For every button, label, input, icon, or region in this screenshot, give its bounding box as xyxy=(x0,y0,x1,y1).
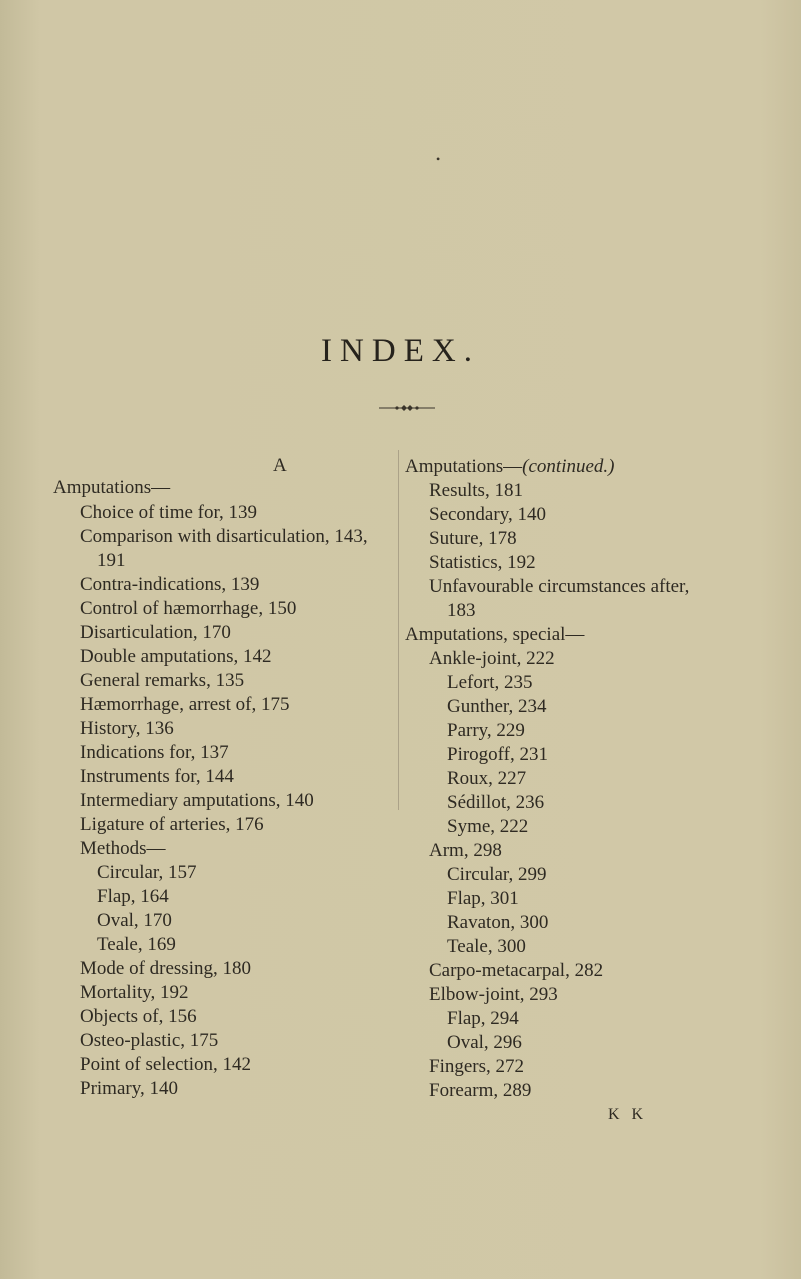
index-entry: Osteo-plastic, 175 xyxy=(80,1030,219,1051)
index-subentry: Parry, 229 xyxy=(447,720,525,741)
index-entry: Secondary, 140 xyxy=(429,504,546,525)
index-subentry: Circular, 157 xyxy=(97,862,197,883)
index-subentry: Teale, 169 xyxy=(97,934,176,955)
ink-speck: • xyxy=(436,152,441,166)
index-entry: Arm, 298 xyxy=(429,840,502,861)
index-entry: Instruments for, 144 xyxy=(80,766,234,787)
index-entry: Indications for, 137 xyxy=(80,742,229,763)
index-subentry: Flap, 164 xyxy=(97,886,169,907)
index-entry: General remarks, 135 xyxy=(80,670,245,691)
index-subentry: Ravaton, 300 xyxy=(447,912,549,933)
continued-note: (continued.) xyxy=(522,456,615,477)
index-subentry: Flap, 301 xyxy=(447,888,519,909)
index-subentry: Oval, 296 xyxy=(447,1032,522,1053)
index-subheading: Methods— xyxy=(80,838,166,859)
index-subentry: Flap, 294 xyxy=(447,1008,519,1029)
index-entry: Mode of dressing, 180 xyxy=(80,958,251,979)
index-entry: Mortality, 192 xyxy=(80,982,189,1003)
index-entry: Objects of, 156 xyxy=(80,1006,197,1027)
index-entry: Double amputations, 142 xyxy=(80,646,272,667)
index-entry: Carpo-metacarpal, 282 xyxy=(429,960,604,981)
page-title: INDEX. xyxy=(321,333,480,369)
index-entry: Point of selection, 142 xyxy=(80,1054,251,1075)
index-subentry: Pirogoff, 231 xyxy=(447,744,548,765)
index-entry: Forearm, 289 xyxy=(429,1080,532,1101)
ornament-divider-icon xyxy=(377,402,437,414)
index-entry: Ligature of arteries, 176 xyxy=(80,814,264,835)
index-subentry: Teale, 300 xyxy=(447,936,526,957)
index-entry: Results, 181 xyxy=(429,480,523,501)
index-entry: Hæmorrhage, arrest of, 175 xyxy=(80,694,290,715)
index-entry: Intermediary amputations, 140 xyxy=(80,790,314,811)
index-entry: History, 136 xyxy=(80,718,174,739)
index-heading-text: Amputations— xyxy=(405,456,523,477)
column-divider xyxy=(398,450,399,810)
section-letter: A xyxy=(273,455,287,476)
signature-mark: K K xyxy=(608,1106,648,1123)
index-entry: Ankle-joint, 222 xyxy=(429,648,555,669)
index-subentry: Roux, 227 xyxy=(447,768,527,789)
index-entry-continuation: 183 xyxy=(447,600,476,621)
index-entry: Suture, 178 xyxy=(429,528,517,549)
index-entry: Elbow-joint, 293 xyxy=(429,984,558,1005)
index-entry: Comparison with disarticulation, 143, xyxy=(80,526,368,547)
index-entry: Statistics, 192 xyxy=(429,552,536,573)
index-subentry: Gunther, 234 xyxy=(447,696,547,717)
index-subentry: Circular, 299 xyxy=(447,864,547,885)
index-heading: Amputations, special— xyxy=(405,624,585,645)
index-entry: Primary, 140 xyxy=(80,1078,178,1099)
index-entry: Contra-indications, 139 xyxy=(80,574,260,595)
index-entry-continuation: 191 xyxy=(97,550,126,571)
index-entry: Unfavourable circumstances after, xyxy=(429,576,690,597)
index-heading: Amputations— xyxy=(53,477,171,498)
index-entry: Control of hæmorrhage, 150 xyxy=(80,598,297,619)
index-subentry: Lefort, 235 xyxy=(447,672,533,693)
index-subentry: Syme, 222 xyxy=(447,816,529,837)
index-entry: Fingers, 272 xyxy=(429,1056,524,1077)
index-entry: Disarticulation, 170 xyxy=(80,622,231,643)
index-heading-continued xyxy=(405,456,615,478)
index-entry: Choice of time for, 139 xyxy=(80,502,258,523)
index-subentry: Oval, 170 xyxy=(97,910,172,931)
index-subentry: Sédillot, 236 xyxy=(447,792,545,813)
